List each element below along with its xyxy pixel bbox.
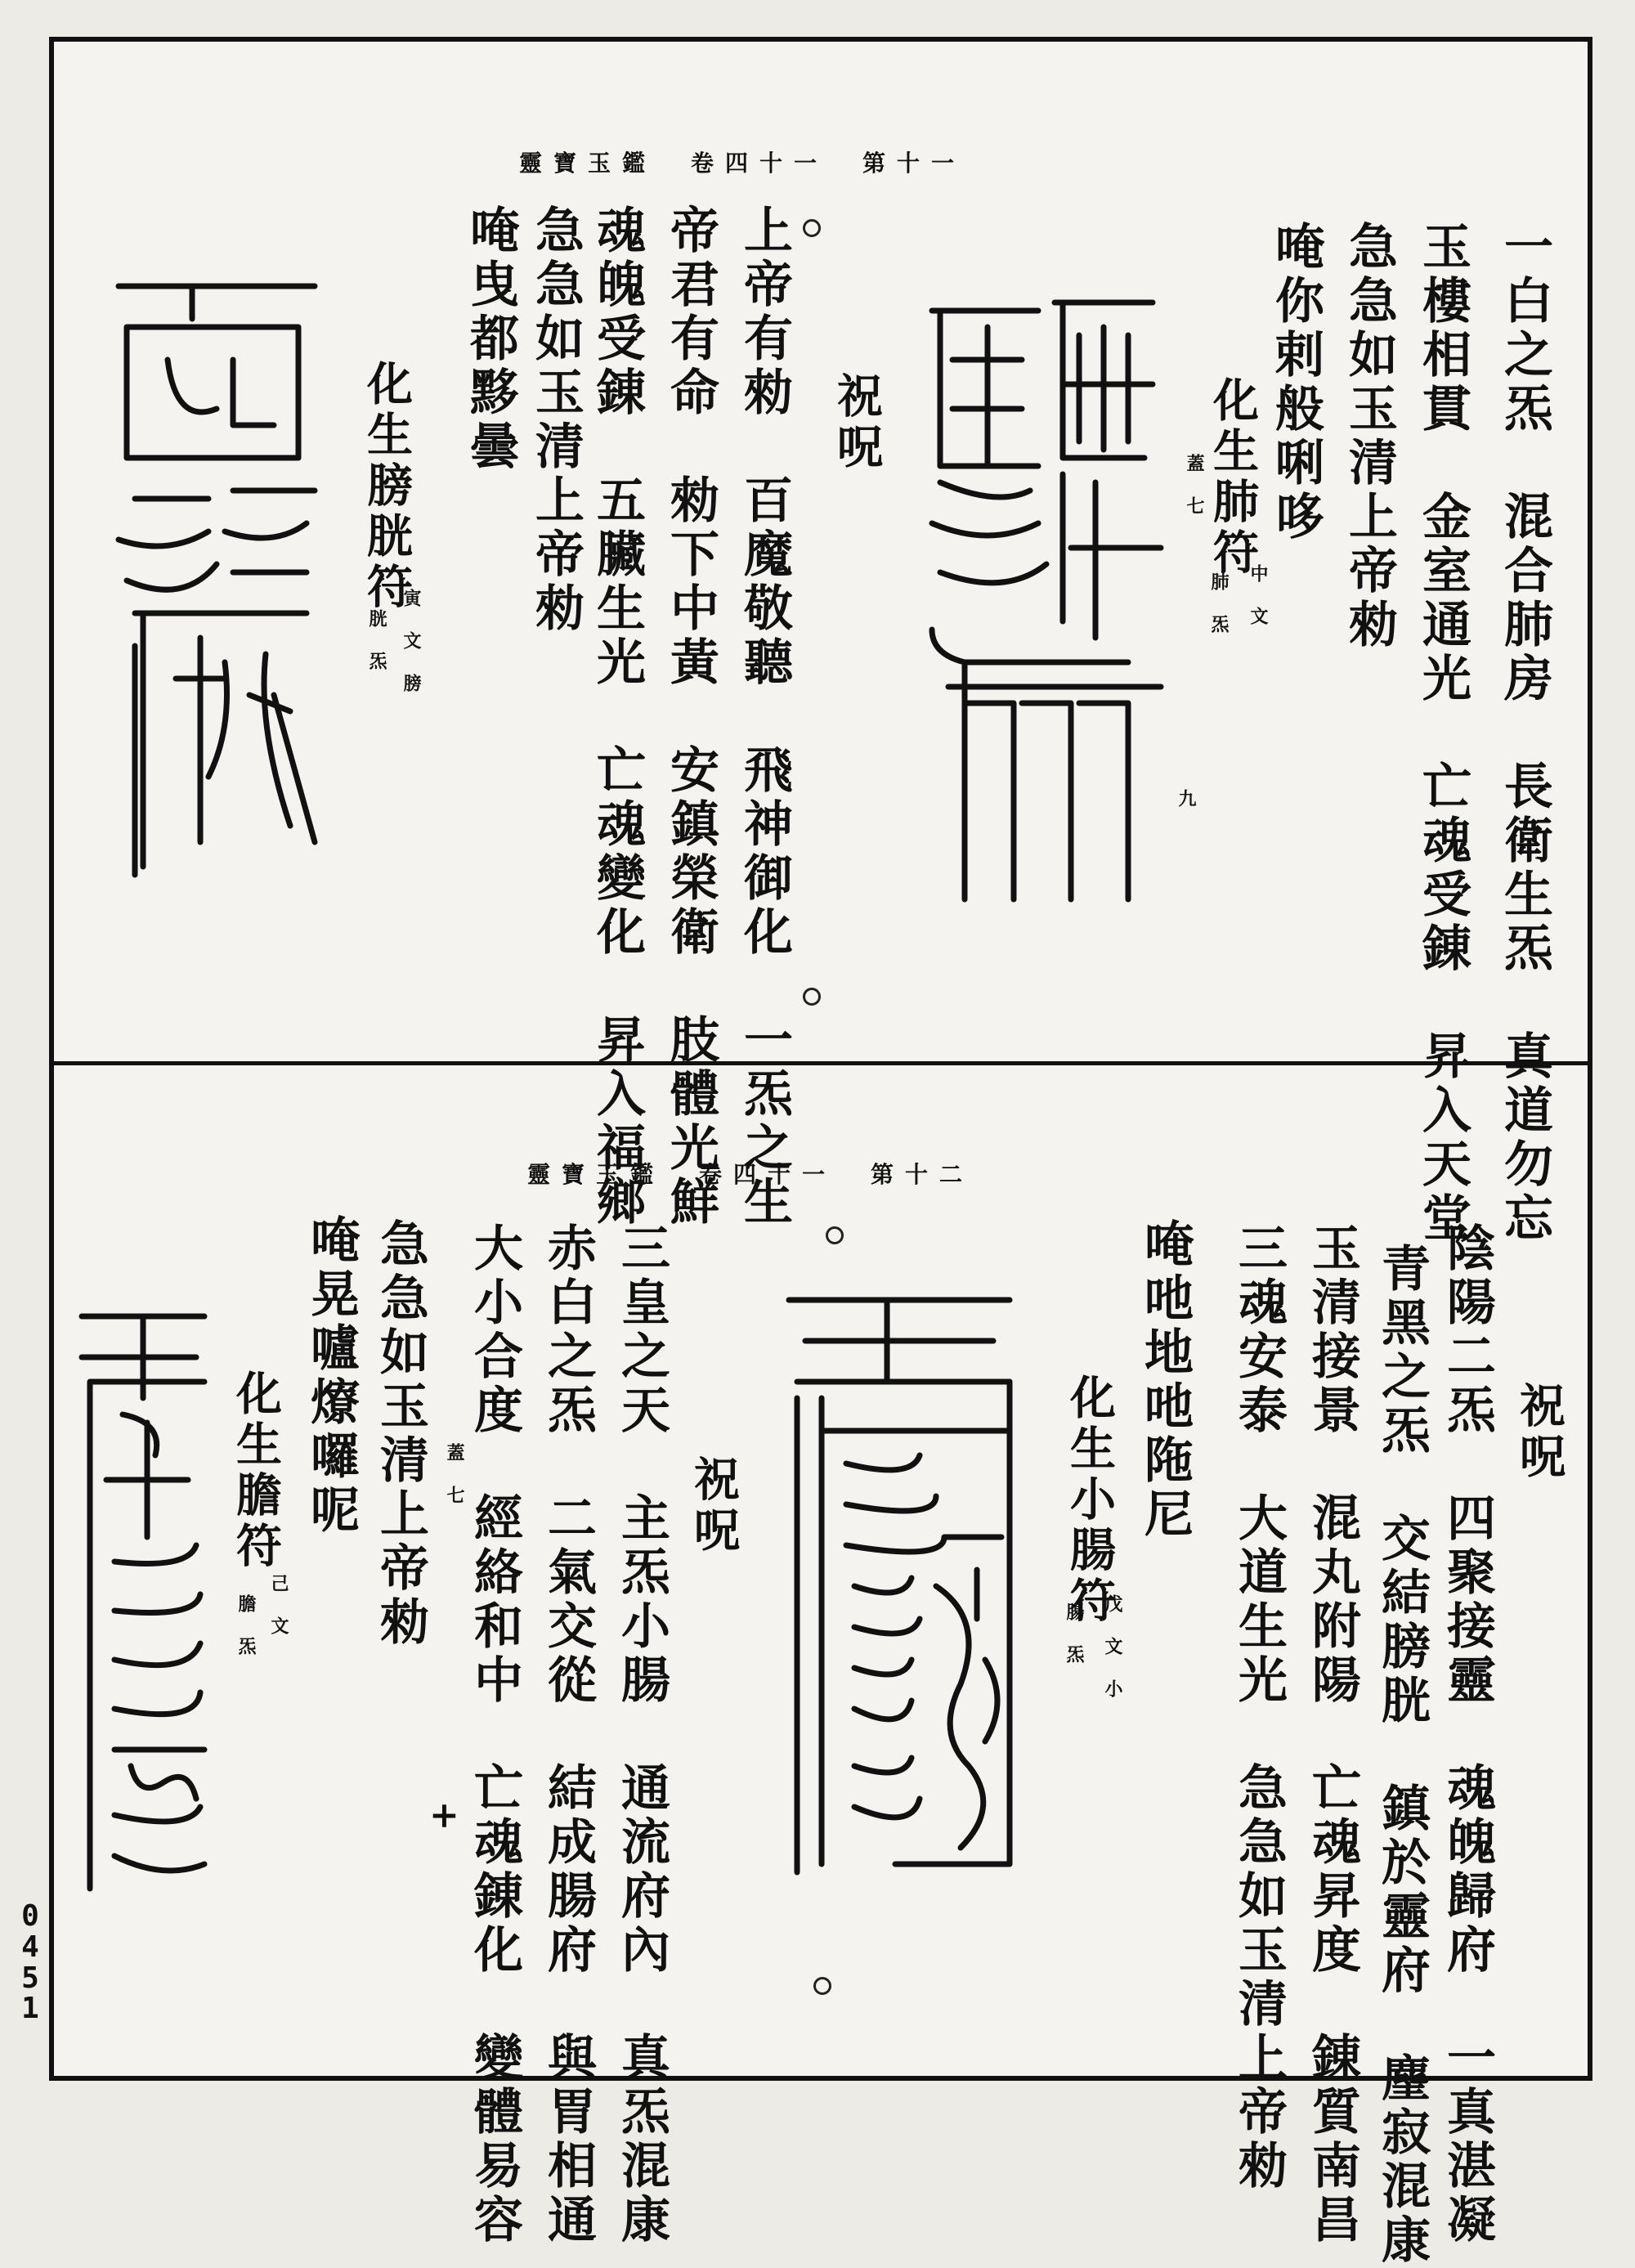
side-digit: 5 [21, 1961, 39, 1995]
side-digit: 0 [21, 1899, 39, 1933]
bottom-right-incantation-2: 青黑之炁 交結膀胱 鎮於靈府 麈寂混康 [1373, 1243, 1431, 2268]
top-right-talisman-note4: 九 [1176, 789, 1197, 831]
page-divider [49, 1061, 1592, 1065]
top-left-incantation-4: 急急如玉清上帝勑 [527, 204, 585, 636]
top-left-talisman-title: 化生膀胱符 [360, 360, 414, 613]
bottom-right-talisman-note2: 腸炁 [1064, 1602, 1085, 1688]
top-left-talisman-note2: 胱炁 [366, 609, 387, 694]
bottom-right-talisman-title: 化生小腸符 [1063, 1374, 1117, 1627]
bottom-right-incantation-5: 唵吔地吔陁尼 [1136, 1218, 1194, 1542]
bottom-right-incantation-4: 三魂安泰 大道生光 急急如玉清上帝勑 [1230, 1222, 1288, 2194]
top-right-incantation-1: 一白之炁 混合肺房 長衛生炁 真道勿忘 [1496, 221, 1553, 1246]
top-left-talisman-note1: 寅文膀 [401, 589, 422, 716]
bottom-right-incantation-3: 玉清接景 混丸附陽 亡魂昇度 錬質南昌 [1304, 1222, 1361, 2248]
top-mid-heading: 祝呪 [830, 372, 884, 473]
top-right-talisman-note2: 肺炁 [1208, 572, 1230, 657]
top-right-talisman-note1: 中文 [1248, 564, 1269, 649]
bottom-left-incantation-3: 大小合度 經絡和中 亡魂錬化 變體易容 [466, 1222, 523, 2248]
bottom-left-talisman-note1: 己文 [268, 1574, 289, 1659]
top-right-incantation-4: 唵你剌般唎哆 [1267, 221, 1324, 545]
top-running-header: 靈寶玉鑑 卷四十一 第十一 [519, 150, 966, 177]
top-right-incantation-2: 玉樓相貫 金室通光 亡魂受錬 昇入天堂 [1414, 221, 1472, 1246]
bottom-left-talisman-title: 化生膽符 [229, 1369, 283, 1572]
bottom-left-incantation-1: 三皇之天 主炁小腸 通流府內 真炁混康 [613, 1222, 670, 2248]
bottom-left-incantation-5: 唵晃嚧爎囉呢 [302, 1214, 360, 1538]
side-digit: 1 [21, 1992, 39, 2026]
top-circle-mark-upper [803, 219, 821, 237]
bottom-left-incantation-2: 赤白之炁 二氣交從 結成腸府 與胃相通 [540, 1222, 597, 2248]
top-right-talisman-title: 化生肺符 [1206, 376, 1260, 579]
bottom-left-incantation-4: 急急如玉清上帝勑 [372, 1218, 429, 1650]
bottom-mid-heading: 祝呪 [687, 1455, 741, 1557]
bottom-left-talisman-note2: 膽炁 [235, 1594, 257, 1679]
top-left-talisman-figure [102, 270, 331, 883]
bottom-running-header: 靈寶玉鑑 卷四十一 第十二 [527, 1161, 974, 1188]
top-left-incantation-3: 魂魄受錬 五臟生光 亡魂變化 昇入福鄉 [589, 204, 646, 1230]
bottom-right-talisman-figure [773, 1275, 1026, 1897]
side-digit: 4 [21, 1930, 39, 1964]
bottom-circle-mark-lower [813, 1977, 831, 1995]
top-right-talisman-note3: 蓋七 [1184, 454, 1205, 539]
bottom-plus-mark: + [429, 1795, 459, 1836]
top-left-incantation-2: 帝君有命 勑下中黃 安鎮榮衛 肢體光鮮 [662, 204, 719, 1230]
side-page-number [18, 1901, 43, 2024]
bottom-right-talisman-note1: 戊文小 [1102, 1594, 1123, 1722]
bottom-right-heading: 祝呪 [1512, 1382, 1566, 1483]
bottom-left-talisman-figure [65, 1292, 221, 1913]
top-right-incantation-3: 急急如玉清上帝勑 [1341, 221, 1398, 652]
top-circle-mark-lower [803, 988, 821, 1006]
bottom-right-incantation-1: 陰陽二炁 四聚接靈 魂魄歸府 一真湛凝 [1439, 1222, 1496, 2248]
bottom-left-note-gai: 蓋七 [444, 1443, 465, 1528]
top-left-incantation-5: 唵曳都黟曇 [462, 204, 519, 474]
bottom-circle-mark-upper [826, 1226, 844, 1244]
top-left-incantation-1: 上帝有勑 百魔敬聽 飛神御化 一炁之生 [736, 204, 793, 1230]
top-right-talisman-figure [916, 278, 1169, 924]
